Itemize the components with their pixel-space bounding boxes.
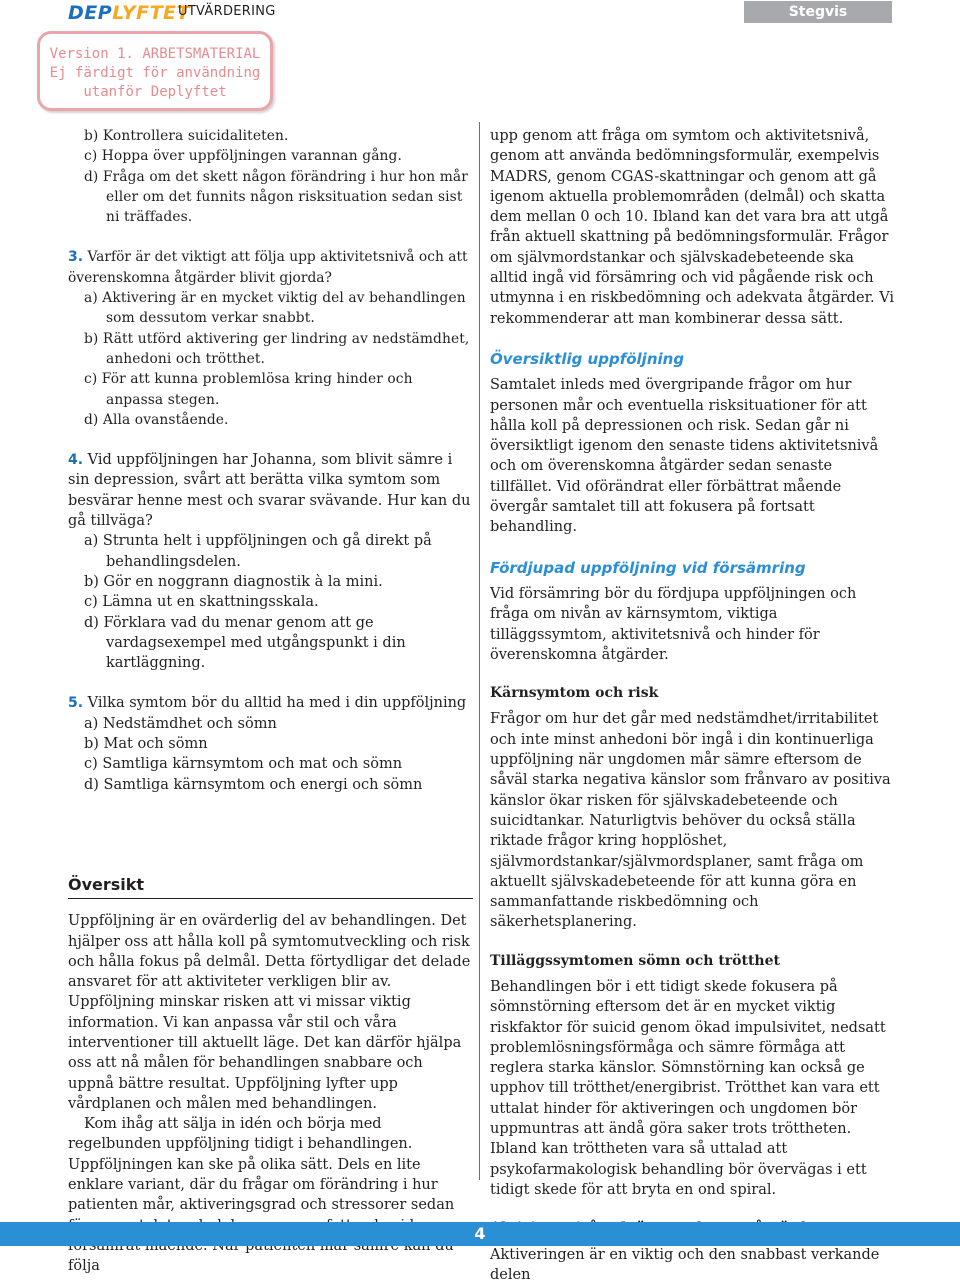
question-4 <box>68 450 473 673</box>
q5-option-d: d) Samtliga kärnsymtom och energi och sömn <box>84 776 423 793</box>
question-2-options <box>68 126 473 227</box>
logo-lyftet: LYFTET <box>112 2 190 24</box>
intro-paragraph: upp genom att fråga om symtom och aktivitetsnivå, genom att använda bedömningsformulär, exempelvis MADRS, genom CGAS-skattningar och genom att gå igenom aktuella problemområden (delmål) och skatta dem mellan 0 och 10. Ibland kan det vara bra att utgå från aktuell skattning på bedömningsformulär. Frågor om självmordstankar och självskadebeteende ska alltid ingå vid försämring och vid pågående risk och utmynna i en riskbedömning och adekvata åtgärder. Vi rekommenderar att man kombinerar dessa sätt. <box>490 128 895 327</box>
q3-option-c: c) För att kunna problemlösa kring hinder och anpassa stegen. <box>84 371 413 408</box>
q4-option-a: a) Strunta helt i uppföljningen och gå direkt på behandlingsdelen. <box>84 533 432 570</box>
question-5 <box>68 693 473 794</box>
tillaggssymtom-paragraph: Behandlingen bör i ett tidigt skede fokusera på sömnstörning eftersom det är en mycket viktig riskfaktor för suicid genom ökad impulsivitet, nedsatt problemlösningsförmåga och sämre förmåga att reglera starka känslor. Sömnstörning kan också ge upphov till trötthet/energibrist. Trötthet kan vara ett uttalat hinder för aktiveringen och ungdomen bör uppmuntras att ändå göra saker trots tröttheten. Ibland kan tröttheten vara så uttalad att psykofarmakologisk behandling bör övervägas i ett tidigt skede för att bryta en ond spiral. <box>490 978 886 1198</box>
q5-option-a: a) Nedstämdhet och sömn <box>84 715 277 732</box>
oversiktlig-uppfoljning-paragraph: Samtalet inleds med övergripande frågor om hur personen mår och eventuella risksituationer för att hålla koll på depressionen och risk. Sedan går ni översiktligt igenom den senaste tidens aktivitetsnivå och om överenskomna åtgärder sedan senaste tillfället. Vid oförändrat eller förbättrat mående övergår samtalet till att fokusera på fortsatt behandling. <box>490 377 879 536</box>
q4-option-c: c) Lämna ut en skattningsskala. <box>84 594 319 611</box>
header-label: UTVÄRDERING <box>178 4 276 19</box>
q4-number: 4. <box>68 452 84 469</box>
karnsymtom-paragraph: Frågor om hur det går med nedstämdhet/irritabilitet och inte minst anhedoni bör ingå i din kontinuerliga uppföljning när ungdomen mår sämre eftersom de såväl starka negativa känslor som frånvaro av positiva känslor ökar risken för självskadebeteende och suicidtankar. Naturligtvis behöver du också ställa riktade frågor kring hopplöshet, självmordstankar/självmordsplaner, samt fråga om aktuellt självskadebeteende för att kunna göra en sammanfattande riskbedömning och säkerhetsplanering. <box>490 711 891 931</box>
q3-prompt <box>68 247 473 288</box>
q5-prompt <box>68 693 473 713</box>
page-number: 4 <box>474 1224 486 1243</box>
q5-text: Vilka symtom bör du alltid ha med i din uppföljning <box>87 695 467 712</box>
draft-watermark-stamp <box>37 31 273 111</box>
karnsymtom-heading: Kärnsymtom och risk <box>490 685 659 702</box>
right-column <box>490 126 895 1285</box>
q4-option-b: b) Gör en noggrann diagnostik à la mini. <box>84 573 383 590</box>
oversiktlig-uppfoljning-heading: Översiktlig uppföljning <box>490 349 685 368</box>
q4-option-d: d) Förklara vad du menar genom att ge vardagsexempel med utgångspunkt i din kartläggning. <box>84 614 406 672</box>
q5-option-b: b) Mat och sömn <box>84 736 208 753</box>
page-footer <box>0 1222 960 1246</box>
section-badge: Stegvis uppföljning <box>744 1 892 23</box>
q2-option-b: b) Kontrollera suicidaliteten. <box>84 128 289 144</box>
watermark-line-1: Version 1. ARBETSMATERIAL <box>49 46 261 62</box>
oversikt-heading: Översikt <box>68 875 473 899</box>
column-divider <box>479 122 480 1180</box>
oversikt-paragraph-2: Kom ihåg att sälja in idén och börja med regelbunden uppföljning tidigt i behandlingen. Uppföljningen kan ske på olika sätt. Dels en lite enklare variant, där du frågar om förändring i hur patienten mår, aktiveringsgrad och stressorer sedan följa <box>68 1116 455 1275</box>
q5-number: 5. <box>68 695 84 712</box>
aktivitetsniva-paragraph: Aktiveringen är en viktig och den snabbast verkande delen <box>490 1246 880 1283</box>
tillaggssymtom-heading: Tilläggssymtomen sömn och trötthet <box>490 952 780 969</box>
q3-number: 3. <box>68 249 84 266</box>
q3-option-d: d) Alla ovanstående. <box>84 411 229 428</box>
q3-text: Varför är det viktigt att följa upp aktivitetsnivå och att överenskomna åtgärder blivit gjorda? <box>68 249 468 286</box>
q2-option-c: c) Hoppa över uppföljningen varannan gång. <box>84 148 402 165</box>
q4-text: Vid uppföljningen har Johanna, som blivit sämre i sin depression, svårt att berätta vilka symtom som besvärar henne mest och svarar svävande. Hur kan du gå tillväga? <box>68 452 471 530</box>
deplyftet-logo <box>68 2 190 24</box>
watermark-line-3: utanför Deplyftet <box>83 84 227 100</box>
q2-option-d: d) Fråga om det skett någon förändring i hur hon mår eller om det funnits någon risksituation sedan sist ni träffades. <box>84 168 468 226</box>
fordjupad-uppfoljning-paragraph: Vid försämring bör du fördjupa uppföljningen och fråga om nivån av kärnsymtom, viktiga tilläggssymtom, aktivitetsnivå och hinder för överenskomna åtgärder. <box>490 585 857 663</box>
question-3 <box>68 247 473 430</box>
fordjupad-uppfoljning-heading: Fördjupad uppföljning vid försämring <box>490 558 806 577</box>
q5-option-c: c) Samtliga kärnsymtom och mat och sömn <box>84 756 403 773</box>
logo-dep: DEP <box>68 2 113 24</box>
q3-option-b: b) Rätt utförd aktivering ger lindring av nedstämdhet, anhedoni och trötthet. <box>84 330 470 367</box>
oversikt-paragraph-1: Uppföljning är en ovärderlig del av behandlingen. Det hjälper oss att hålla koll på symtomutveckling och risk och hålla fokus på delmål. Detta förtydligar det delade ansvaret för att aktiviteter verkligen blir av. Uppföljning minskar risken att vi missar viktig information. Vi kan anpassa vår stil och våra interventioner till aktuellt läge. Det kan därför hjälpa oss att nå målen för behandlingen snabbare och uppnå bättre resultat. Uppföljning lyfter upp vårdplanen och målen med behandlingen. <box>68 913 471 1112</box>
page-header <box>0 0 960 42</box>
q4-prompt <box>68 450 473 531</box>
watermark-line-2: Ej färdigt för användning <box>49 65 261 81</box>
left-column <box>68 126 473 1277</box>
q3-option-a: a) Aktivering är en mycket viktig del av behandlingen som dessutom verkar snabbt. <box>84 290 466 327</box>
